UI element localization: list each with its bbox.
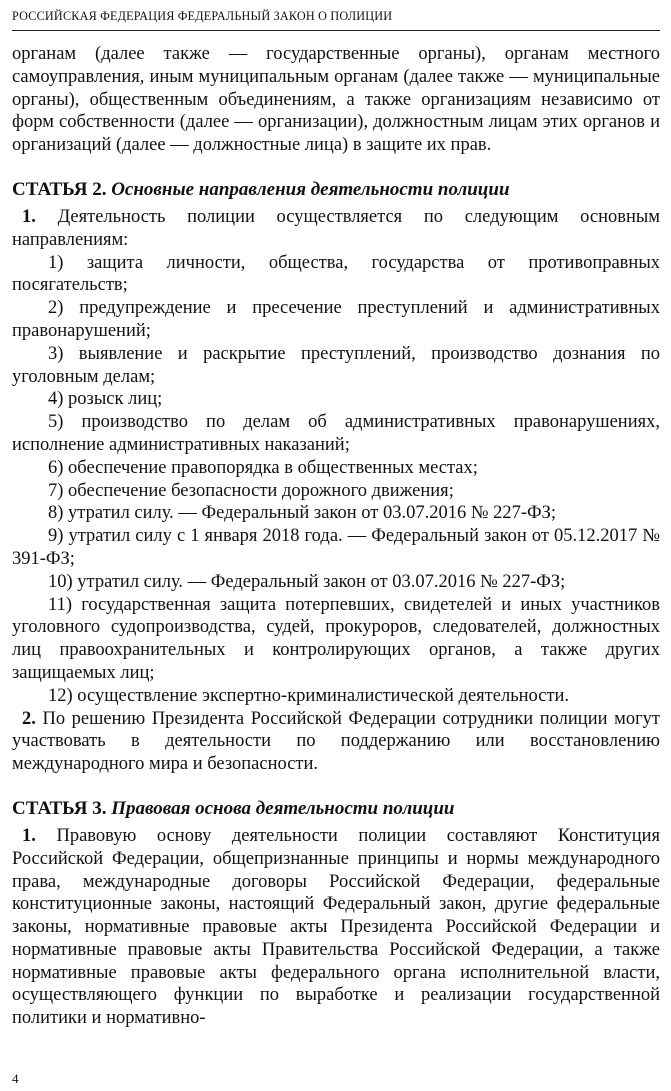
list-item-11: 11) государственная защита потерпевших, свидетелей и иных участников уголовного судопроизводства, судей, прокуроров, следователей, должностных лиц правоохранительных и контролирующих органов, а также других защищаемых лиц; bbox=[12, 594, 660, 683]
article-2-title: Основные направления деятельности полиции bbox=[111, 178, 510, 200]
list-item-10: 10) утратил силу. — Федеральный закон от 03.07.2016 № 227-ФЗ; bbox=[48, 571, 566, 592]
header-divider bbox=[12, 30, 660, 31]
list-item-7: 7) обеспечение безопасности дорожного движения; bbox=[48, 480, 454, 501]
intro-paragraph: органам (далее также — государственные органы), органам местного самоуправления, иным муниципальным органам (далее также — муниципальные органы), общественным объединениям, а также организациям независимо от форм собственности (далее — организации), должностным лицам этих органов и организаций (далее — должностные лица) в защите их прав. bbox=[12, 44, 660, 156]
article-2-heading bbox=[12, 179, 660, 201]
article-2-label: СТАТЬЯ 2. bbox=[12, 178, 107, 200]
article-3-heading bbox=[12, 798, 660, 820]
part-text: Правовую основу деятельности полиции составляют Конституция Российской Федерации, общепризнанные принципы и нормы международного права, международные договоры Российской Федерации, федеральные конституционные законы, настоящий Федеральный закон, другие федеральные законы, нормативные правовые акты Президента Российской Федерации и нормативные правовые акты Правительства Российской Федерации, а также нормативные правовые акты федерального органа исполнительной власти, осуществляющего функции по выработке и реализации государственной политики и нормативно- bbox=[12, 825, 660, 1029]
article-3-label: СТАТЬЯ 3. bbox=[12, 797, 107, 819]
list-item-1: 1) защита личности, общества, государства от противоправных посягательств; bbox=[12, 252, 660, 296]
part-number: 2. bbox=[22, 708, 36, 729]
list-item-9: 9) утратил силу с 1 января 2018 года. — Федеральный закон от 05.12.2017 № 391-ФЗ; bbox=[12, 526, 660, 569]
list-item-4: 4) розыск лиц; bbox=[48, 389, 163, 410]
list-item-2: 2) предупреждение и пресечение преступлений и административных правонарушений; bbox=[12, 298, 660, 341]
page-number: 4 bbox=[12, 1071, 19, 1086]
article-2-part-1 bbox=[12, 206, 660, 252]
list-item-8: 8) утратил силу. — Федеральный закон от 03.07.2016 № 227-ФЗ; bbox=[48, 503, 557, 524]
part-text: По решению Президента Российской Федерации сотрудники полиции могут участвовать в деятельности по поддержанию или восстановлению международного мира и безопасности. bbox=[12, 708, 660, 775]
article-3-title: Правовая основа деятельности полиции bbox=[111, 797, 455, 819]
article-3-part-1 bbox=[12, 825, 660, 1030]
list-item-12: 12) осуществление экспертно-криминалистической деятельности. bbox=[48, 685, 570, 706]
part-number: 1. bbox=[22, 206, 36, 227]
list-item-5: 5) производство по делам об административных правонарушениях, исполнение административных наказаний; bbox=[12, 412, 660, 455]
part-number: 1. bbox=[22, 825, 36, 846]
list-item-3: 3) выявление и раскрытие преступлений, производство дознания по уголовным делам; bbox=[12, 343, 660, 387]
article-2-part-2 bbox=[12, 708, 660, 776]
page-content bbox=[12, 43, 660, 1030]
running-header: РОССИЙСКАЯ ФЕДЕРАЦИЯ ФЕДЕРАЛЬНЫЙ ЗАКОН О ПОЛИЦИИ bbox=[12, 9, 393, 23]
list-item-6: 6) обеспечение правопорядка в общественных местах; bbox=[48, 457, 478, 478]
part-text: Деятельность полиции осуществляется по следующим основным направлениям: bbox=[12, 206, 660, 250]
